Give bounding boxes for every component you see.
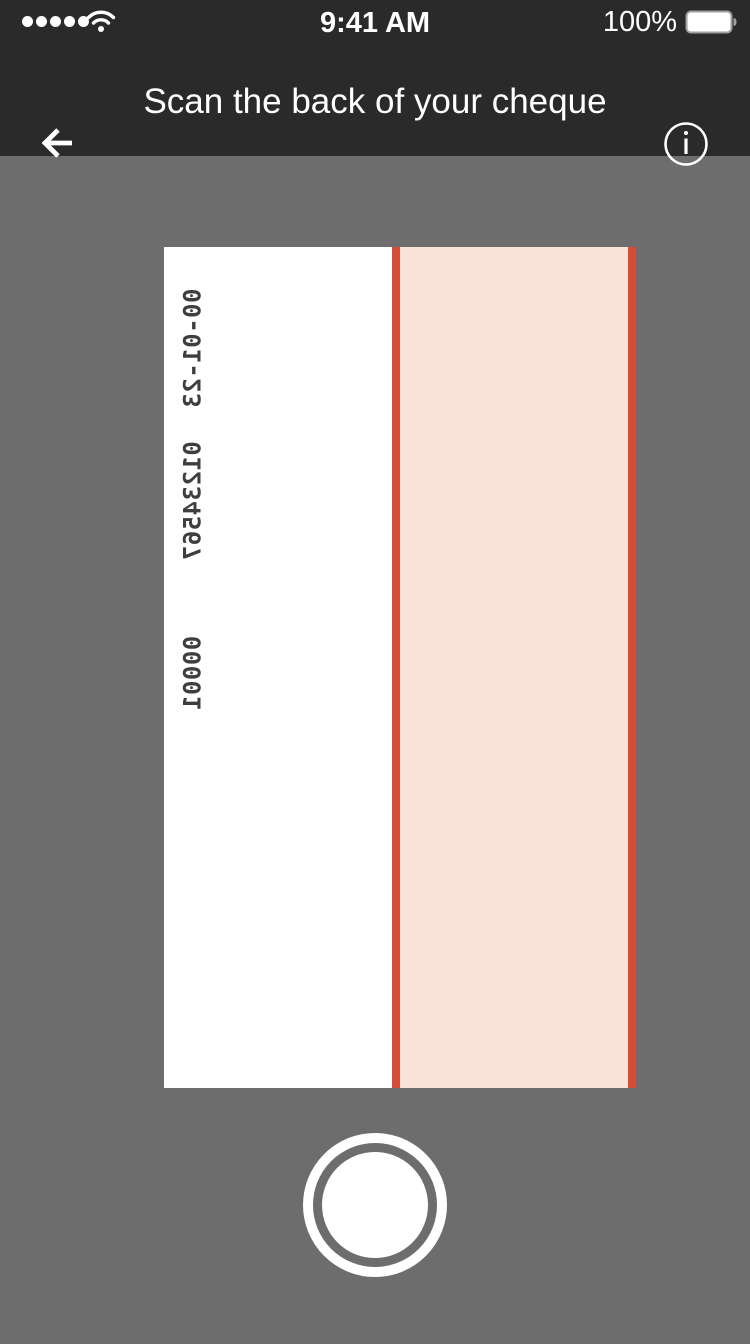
battery-status — [603, 0, 737, 44]
micr-show-through-text — [180, 289, 206, 710]
endorsement-line-right — [628, 247, 636, 1088]
nav-bar — [0, 44, 750, 156]
shutter-button[interactable] — [303, 1133, 447, 1277]
endorsement-line-left — [392, 247, 400, 1088]
camera-viewport — [0, 156, 750, 1344]
page-title: Scan the back of your cheque — [143, 82, 607, 121]
camera-shutter-icon — [322, 1152, 428, 1258]
status-time: 9:41 AM — [319, 7, 431, 39]
battery-icon — [685, 10, 737, 34]
status-bar — [0, 0, 750, 44]
micr-group: 00001 — [178, 635, 207, 711]
micr-group: 01234567 — [178, 441, 207, 561]
micr-group: 00-01-23 — [178, 288, 207, 409]
cheque-back-preview — [164, 247, 584, 1088]
endorsement-band — [400, 247, 628, 1088]
battery-percent-label: 100% — [602, 6, 677, 38]
top-bar — [0, 0, 750, 156]
